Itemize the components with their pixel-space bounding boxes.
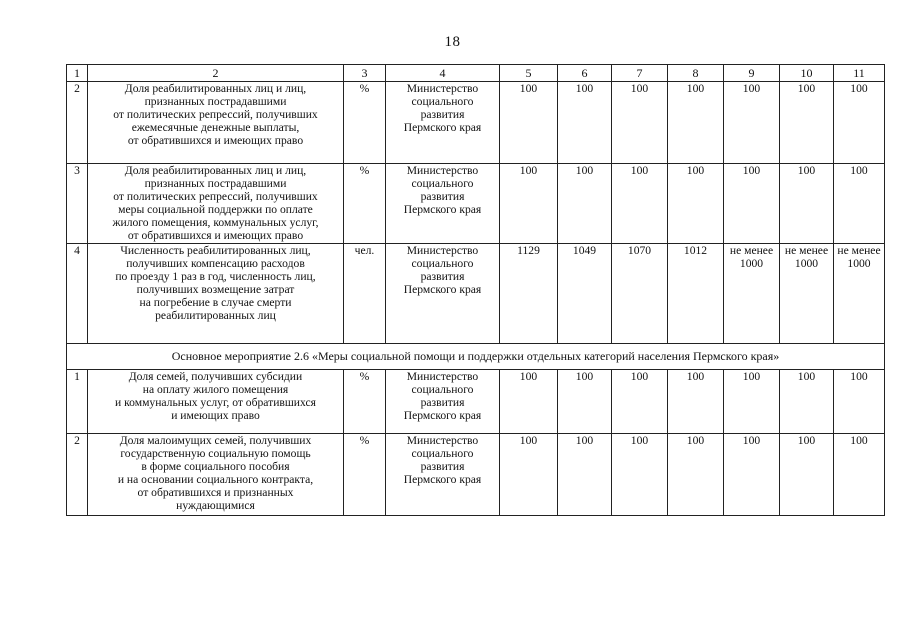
header-cell: 1 bbox=[67, 65, 88, 82]
value-cell: 100 bbox=[724, 82, 780, 164]
unit-cell: чел. bbox=[344, 244, 386, 344]
organization-line: Министерство bbox=[406, 434, 479, 447]
description-line: в форме социального пособия bbox=[141, 460, 290, 473]
value-cell: 100 bbox=[724, 164, 780, 244]
value-cell: 100 bbox=[780, 82, 834, 164]
organization-line: Пермского края bbox=[403, 203, 482, 216]
organization-line: Пермского края bbox=[403, 473, 482, 486]
organization-cell bbox=[386, 370, 500, 434]
indicator-description bbox=[88, 244, 344, 344]
organization-line: Министерство bbox=[406, 164, 479, 177]
description-line: на погребение в случае смерти bbox=[139, 296, 292, 309]
value-cell: 100 bbox=[612, 164, 668, 244]
header-cell: 3 bbox=[344, 65, 386, 82]
header-row bbox=[67, 65, 885, 82]
value-cell: 100 bbox=[558, 164, 612, 244]
description-line: от обратившихся и имеющих право bbox=[127, 229, 304, 242]
value-cell: не менее 1000 bbox=[724, 244, 780, 344]
header-cell: 10 bbox=[780, 65, 834, 82]
value-cell: не менее 1000 bbox=[780, 244, 834, 344]
indicator-description bbox=[88, 370, 344, 434]
description-line: от обратившихся и признанных bbox=[137, 486, 294, 499]
organization-cell bbox=[386, 82, 500, 164]
indicator-description bbox=[88, 82, 344, 164]
description-line: признанных пострадавшими bbox=[144, 177, 287, 190]
organization-line: Пермского края bbox=[403, 121, 482, 134]
table-body bbox=[67, 65, 885, 516]
section-row bbox=[67, 344, 885, 370]
row-number: 1 bbox=[67, 370, 88, 434]
header-cell: 7 bbox=[612, 65, 668, 82]
organization-line: социального bbox=[411, 177, 474, 190]
organization-line: развития bbox=[420, 460, 465, 473]
description-line: признанных пострадавшими bbox=[144, 95, 287, 108]
description-line: Доля малоимущих семей, получивших bbox=[119, 434, 312, 447]
header-cell: 8 bbox=[668, 65, 724, 82]
organization-cell bbox=[386, 164, 500, 244]
value-cell: 100 bbox=[834, 82, 885, 164]
value-cell: 100 bbox=[500, 164, 558, 244]
value-cell: 100 bbox=[668, 82, 724, 164]
indicators-table bbox=[66, 64, 885, 516]
description-line: нуждающимися bbox=[176, 499, 255, 512]
table-row bbox=[67, 434, 885, 516]
value-cell: 100 bbox=[558, 370, 612, 434]
unit-cell: % bbox=[344, 370, 386, 434]
value-cell: 100 bbox=[834, 370, 885, 434]
description-line: Доля реабилитированных лиц и лиц, bbox=[124, 82, 307, 95]
header-cell: 6 bbox=[558, 65, 612, 82]
description-line: от обратившихся и имеющих право bbox=[127, 134, 304, 147]
value-cell: 100 bbox=[558, 82, 612, 164]
description-line: Доля реабилитированных лиц и лиц, bbox=[124, 164, 307, 177]
header-cell: 11 bbox=[834, 65, 885, 82]
header-cell: 5 bbox=[500, 65, 558, 82]
value-cell: 100 bbox=[834, 164, 885, 244]
value-cell: 100 bbox=[612, 370, 668, 434]
description-line: ежемесячные денежные выплаты, bbox=[131, 121, 300, 134]
organization-line: социального bbox=[411, 383, 474, 396]
organization-line: социального bbox=[411, 257, 474, 270]
description-line: от политических репрессий, получивших bbox=[113, 108, 318, 121]
value-cell: 100 bbox=[612, 434, 668, 516]
value-cell: 1049 bbox=[558, 244, 612, 344]
value-cell: 100 bbox=[668, 434, 724, 516]
value-cell: 100 bbox=[668, 370, 724, 434]
row-number: 2 bbox=[67, 434, 88, 516]
organization-line: Пермского края bbox=[403, 283, 482, 296]
value-cell: 1070 bbox=[612, 244, 668, 344]
indicator-description bbox=[88, 434, 344, 516]
table-row bbox=[67, 164, 885, 244]
value-cell: 100 bbox=[780, 370, 834, 434]
description-line: государственную социальную помощь bbox=[120, 447, 311, 460]
value-cell: 100 bbox=[724, 434, 780, 516]
organization-line: Министерство bbox=[406, 244, 479, 257]
header-cell: 4 bbox=[386, 65, 500, 82]
value-cell: 100 bbox=[834, 434, 885, 516]
value-cell: 100 bbox=[612, 82, 668, 164]
table-row bbox=[67, 82, 885, 164]
description-line: и на основании социального контракта, bbox=[117, 473, 314, 486]
description-line: и коммунальных услуг, от обратившихся bbox=[115, 396, 316, 409]
organization-line: Министерство bbox=[406, 370, 479, 383]
value-cell: 1129 bbox=[500, 244, 558, 344]
value-cell: 100 bbox=[780, 164, 834, 244]
unit-cell: % bbox=[344, 434, 386, 516]
value-cell: 100 bbox=[500, 82, 558, 164]
header-cell: 2 bbox=[88, 65, 344, 82]
value-cell: 100 bbox=[558, 434, 612, 516]
organization-line: Пермского края bbox=[403, 409, 482, 422]
description-line: от политических репрессий, получивших bbox=[113, 190, 318, 203]
unit-cell: % bbox=[344, 82, 386, 164]
organization-line: социального bbox=[411, 95, 474, 108]
indicator-description bbox=[88, 164, 344, 244]
value-cell: 100 bbox=[780, 434, 834, 516]
organization-line: развития bbox=[420, 396, 465, 409]
table-row bbox=[67, 370, 885, 434]
row-number: 2 bbox=[67, 82, 88, 164]
description-line: получивших возмещение затрат bbox=[136, 283, 295, 296]
organization-line: развития bbox=[420, 270, 465, 283]
section-title: Основное мероприятие 2.6 «Меры социальной помощи и поддержки отдельных категорий населения Пермского края» bbox=[67, 344, 885, 370]
page-number: 18 bbox=[444, 34, 461, 50]
description-line: реабилитированных лиц bbox=[155, 309, 276, 322]
description-line: по проезду 1 раз в год, численность лиц, bbox=[115, 270, 316, 283]
description-line: на оплату жилого помещения bbox=[142, 383, 289, 396]
row-number: 3 bbox=[67, 164, 88, 244]
organization-line: Министерство bbox=[406, 82, 479, 95]
description-line: и имеющих право bbox=[171, 409, 260, 422]
value-cell: 100 bbox=[668, 164, 724, 244]
organization-line: развития bbox=[420, 190, 465, 203]
description-line: жилого помещения, коммунальных услуг, bbox=[112, 216, 319, 229]
organization-cell bbox=[386, 434, 500, 516]
organization-cell bbox=[386, 244, 500, 344]
description-line: Численность реабилитированных лиц, bbox=[120, 244, 311, 257]
value-cell: не менее 1000 bbox=[834, 244, 885, 344]
value-cell: 100 bbox=[500, 434, 558, 516]
value-cell: 100 bbox=[500, 370, 558, 434]
description-line: Доля семей, получивших субсидии bbox=[128, 370, 303, 383]
unit-cell: % bbox=[344, 164, 386, 244]
table-row bbox=[67, 244, 885, 344]
description-line: получивших компенсацию расходов bbox=[126, 257, 305, 270]
header-cell: 9 bbox=[724, 65, 780, 82]
organization-line: развития bbox=[420, 108, 465, 121]
value-cell: 1012 bbox=[668, 244, 724, 344]
description-line: меры социальной поддержки по оплате bbox=[118, 203, 313, 216]
value-cell: 100 bbox=[724, 370, 780, 434]
row-number: 4 bbox=[67, 244, 88, 344]
organization-line: социального bbox=[411, 447, 474, 460]
